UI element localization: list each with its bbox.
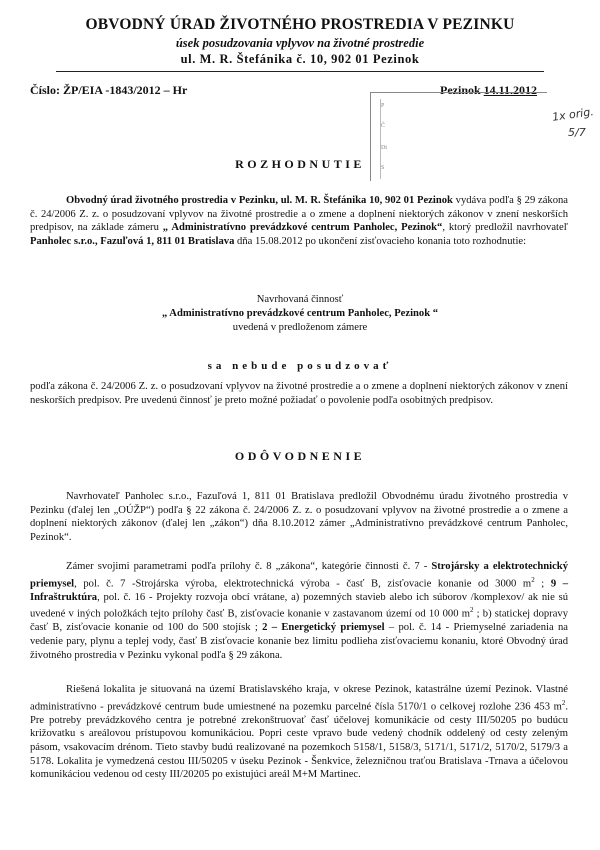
category-7: Strojársky a elektrotechnický priemysel	[30, 561, 568, 590]
paragraph-text: , pol. č. 16 - Projekty rozvoja obcí vrátane, a) pozemných stavieb alebo ich súborov /komplexov/ ak nie sú uvedené v iných položkách tejto prílohy časť B, zisťovacie konanie v zastavanom území od 10 000 m	[30, 591, 568, 620]
paragraph-text: ;	[534, 578, 551, 590]
category-9: 9 – Infraštruktúra	[30, 578, 568, 603]
paragraph-3	[30, 683, 568, 782]
decision-statement: sa nebude posudzovať	[207, 360, 393, 372]
paragraph-text: Riešená lokalita je situovaná na území Bratislavského kraja, v okrese Pezinok, katastrálne území Pezinok. Vlastné administratívno - prevádzkové centrum bude umiestnené na pozemku parcelné čísla 5170/1 o celkovej rozlohe 236 453 m	[30, 684, 568, 713]
decision-text: podľa zákona č. 24/2006 Z. z. o posudzovaní vplyvov na životné prostredie a o zmene a doplnení niektorých zákonov v znení neskorších predpisov. Pre uvedenú činnosť je preto možné požiadať o povolenie podľa osobitných predpisov.	[30, 381, 568, 406]
activity-label: Navrhovaná činnosť	[256, 294, 344, 305]
superscript: 2	[561, 698, 566, 707]
paragraph-text: – pol. č. 14 - Priemyselné zariadenia na vedenie pary, plynu a teplej vody, časť B zisťovacie konanie bez limitu podlieha zisťovaciemu konaniu, ktoré Obvodný úrad životného prostredia v Pezinku vykonal podľa § 29 zákona.	[30, 622, 569, 661]
paragraph-text: , pol. č. 7 -Strojárska výroba, elektrotechnická výroba - časť B, zisťovacie konanie od 3000 m	[74, 578, 532, 590]
decision-title: ROZHODNUTIE	[235, 157, 365, 171]
handwritten-note-2: 5/7	[568, 126, 586, 139]
paragraph-text: . Pre potreby prevádzkového centra je potrebné zrekonštruovať časť účelovej komunikácie od cesty III/50205 po budúcu križovatku s areálovou prístupovou komunikáciou. Popri ceste vpravo bude vedený chodník oddelený od cesty zeleným pásom, vsakovacím drénom. Tieto stavby budú realizované na pozemkoch 5158/1, 5158/3, 5171/1, 5171/2, 5170/2, 5179/3 a 5178. Lokalita je vymedzená cestou III/50205 v úseku Pezinok - Šenkvice, železničnou traťou Bratislava -Trnava a účelovou komunikáciou vedenou od cesty III/20205 po existujúci areál M+M Martinec.	[30, 701, 568, 781]
issuer: Obvodný úrad životného prostredia v Pezinku, ul. M. R. Štefánika 10, 902 01 Pezinok	[66, 195, 453, 206]
header-rule	[56, 71, 544, 72]
intro-text: vydáva podľa § 29 zákona č. 24/2006 Z. z. o posudzovaní vplyvov na životné prostredie a o zmene a doplnení niektorých zákonov v znení neskorších predpisov, na základe zámeru	[30, 195, 568, 234]
office-name: OBVODNÝ ÚRAD ŽIVOTNÉHO PROSTREDIA V PEZINKU	[85, 16, 515, 33]
department-name: úsek posudzovania vplyvov na životné prostredie	[175, 36, 425, 50]
paragraph-text: ; b) statickej dopravy časť B, zisťovacie konanie od 100 do 500 stojísk ;	[30, 608, 568, 634]
date: 14.11.2012	[483, 83, 538, 97]
office-address: ul. M. R. Štefánika č. 10, 902 01 Pezinok	[180, 52, 420, 66]
reference-number: Číslo: ŽP/EIA -1843/2012 – Hr	[30, 83, 188, 97]
place: Pezinok	[440, 83, 481, 97]
activity-note: uvedená v predloženom zámere	[232, 322, 368, 333]
stamp-letter: Č	[381, 123, 386, 129]
superscript: 2	[531, 575, 535, 584]
intro-paragraph	[30, 194, 568, 248]
activity-name: „ Administratívno prevádzkové centrum Panholec, Pezinok “	[161, 308, 439, 319]
stamp-letter: S	[381, 165, 385, 171]
handwritten-note: 1x orig.	[551, 105, 595, 124]
paragraph-1: Navrhovateľ Panholec s.r.o., Fazuľová 1, 811 01 Bratislava predložil Obvodnému úradu životného prostredia v Pezinku (ďalej len „OÚŽP“) podľa § 22 zákona č. 24/2006 Z. z. o posudzovaní vplyvov na životné prostredie a o zmene a doplnení niektorých zákonov (ďalej len „zákon“) dňa 8.10.2012 zámer „Administratívno prevádzkové centrum Panholec, Pezinok“.	[30, 491, 568, 543]
intro-text: , ktorý predložil navrhovateľ	[442, 222, 568, 234]
intro-text: dňa 15.08.2012 po ukončení zisťovacieho konania toto rozhodnutie:	[234, 235, 527, 247]
reasoning-title: ODÔVODNENIE	[234, 449, 366, 463]
applicant: Panholec s.r.o., Fazuľová 1, 811 01 Bratislava	[30, 235, 235, 247]
superscript: 2	[469, 606, 474, 615]
stamp-letter: P	[381, 103, 385, 109]
paragraph-2	[30, 560, 568, 662]
category-2: 2 – Energetický priemysel	[262, 622, 385, 634]
stamp-letter: Dt	[381, 145, 387, 151]
project-name: „ Administratívno prevádzkové centrum Panholec, Pezinok“	[162, 222, 443, 234]
paragraph-text: Zámer svojimi parametrami podľa prílohy č. 8 „zákona“, kategórie činnosti č. 7 -	[66, 561, 432, 572]
